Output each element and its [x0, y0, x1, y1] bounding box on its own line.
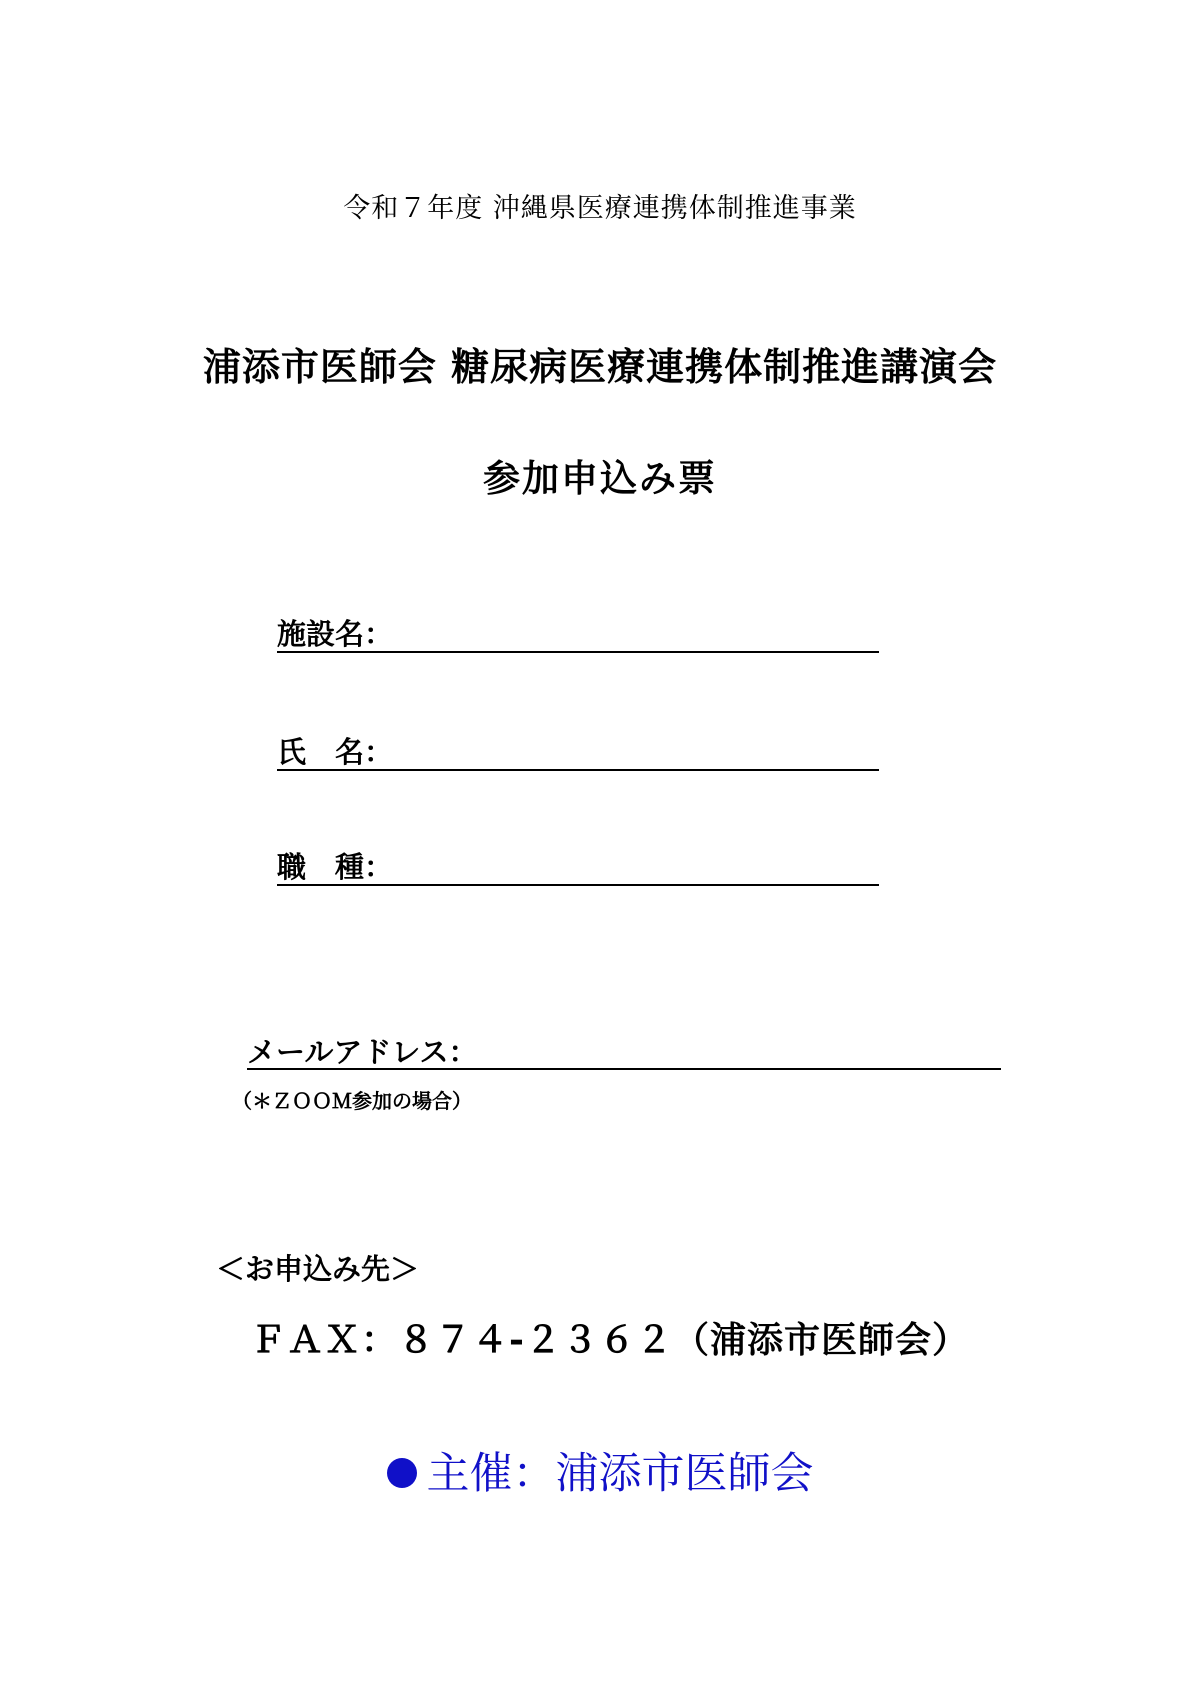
event-title: 浦添市医師会 糖尿病医療連携体制推進講演会: [202, 344, 998, 389]
facility-field[interactable]: [277, 651, 879, 653]
email-note: （＊ＺＯＯＭ参加の場合）: [232, 1089, 472, 1113]
occupation-label: 職 種：: [277, 850, 394, 884]
organizer-line: [0, 1440, 1200, 1501]
name-field[interactable]: [277, 769, 879, 771]
contact-heading: ＜お申込み先＞: [216, 1252, 420, 1286]
email-field[interactable]: [247, 1068, 1001, 1070]
name-label: 氏 名：: [277, 735, 394, 769]
email-label: メールアドレス：: [247, 1035, 478, 1069]
program-line: 令和７年度 沖縄県医療連携体制推進事業: [343, 193, 857, 224]
fax-number: ＦＡＸ：８７４-２３６２（浦添市医師会）: [250, 1319, 969, 1361]
facility-label: 施設名：: [277, 617, 394, 651]
form-title: 参加申込み票: [483, 456, 717, 500]
bullet-icon: [387, 1458, 417, 1488]
occupation-field[interactable]: [277, 884, 879, 886]
organizer-text: 主催：浦添市医師会: [426, 1449, 814, 1499]
